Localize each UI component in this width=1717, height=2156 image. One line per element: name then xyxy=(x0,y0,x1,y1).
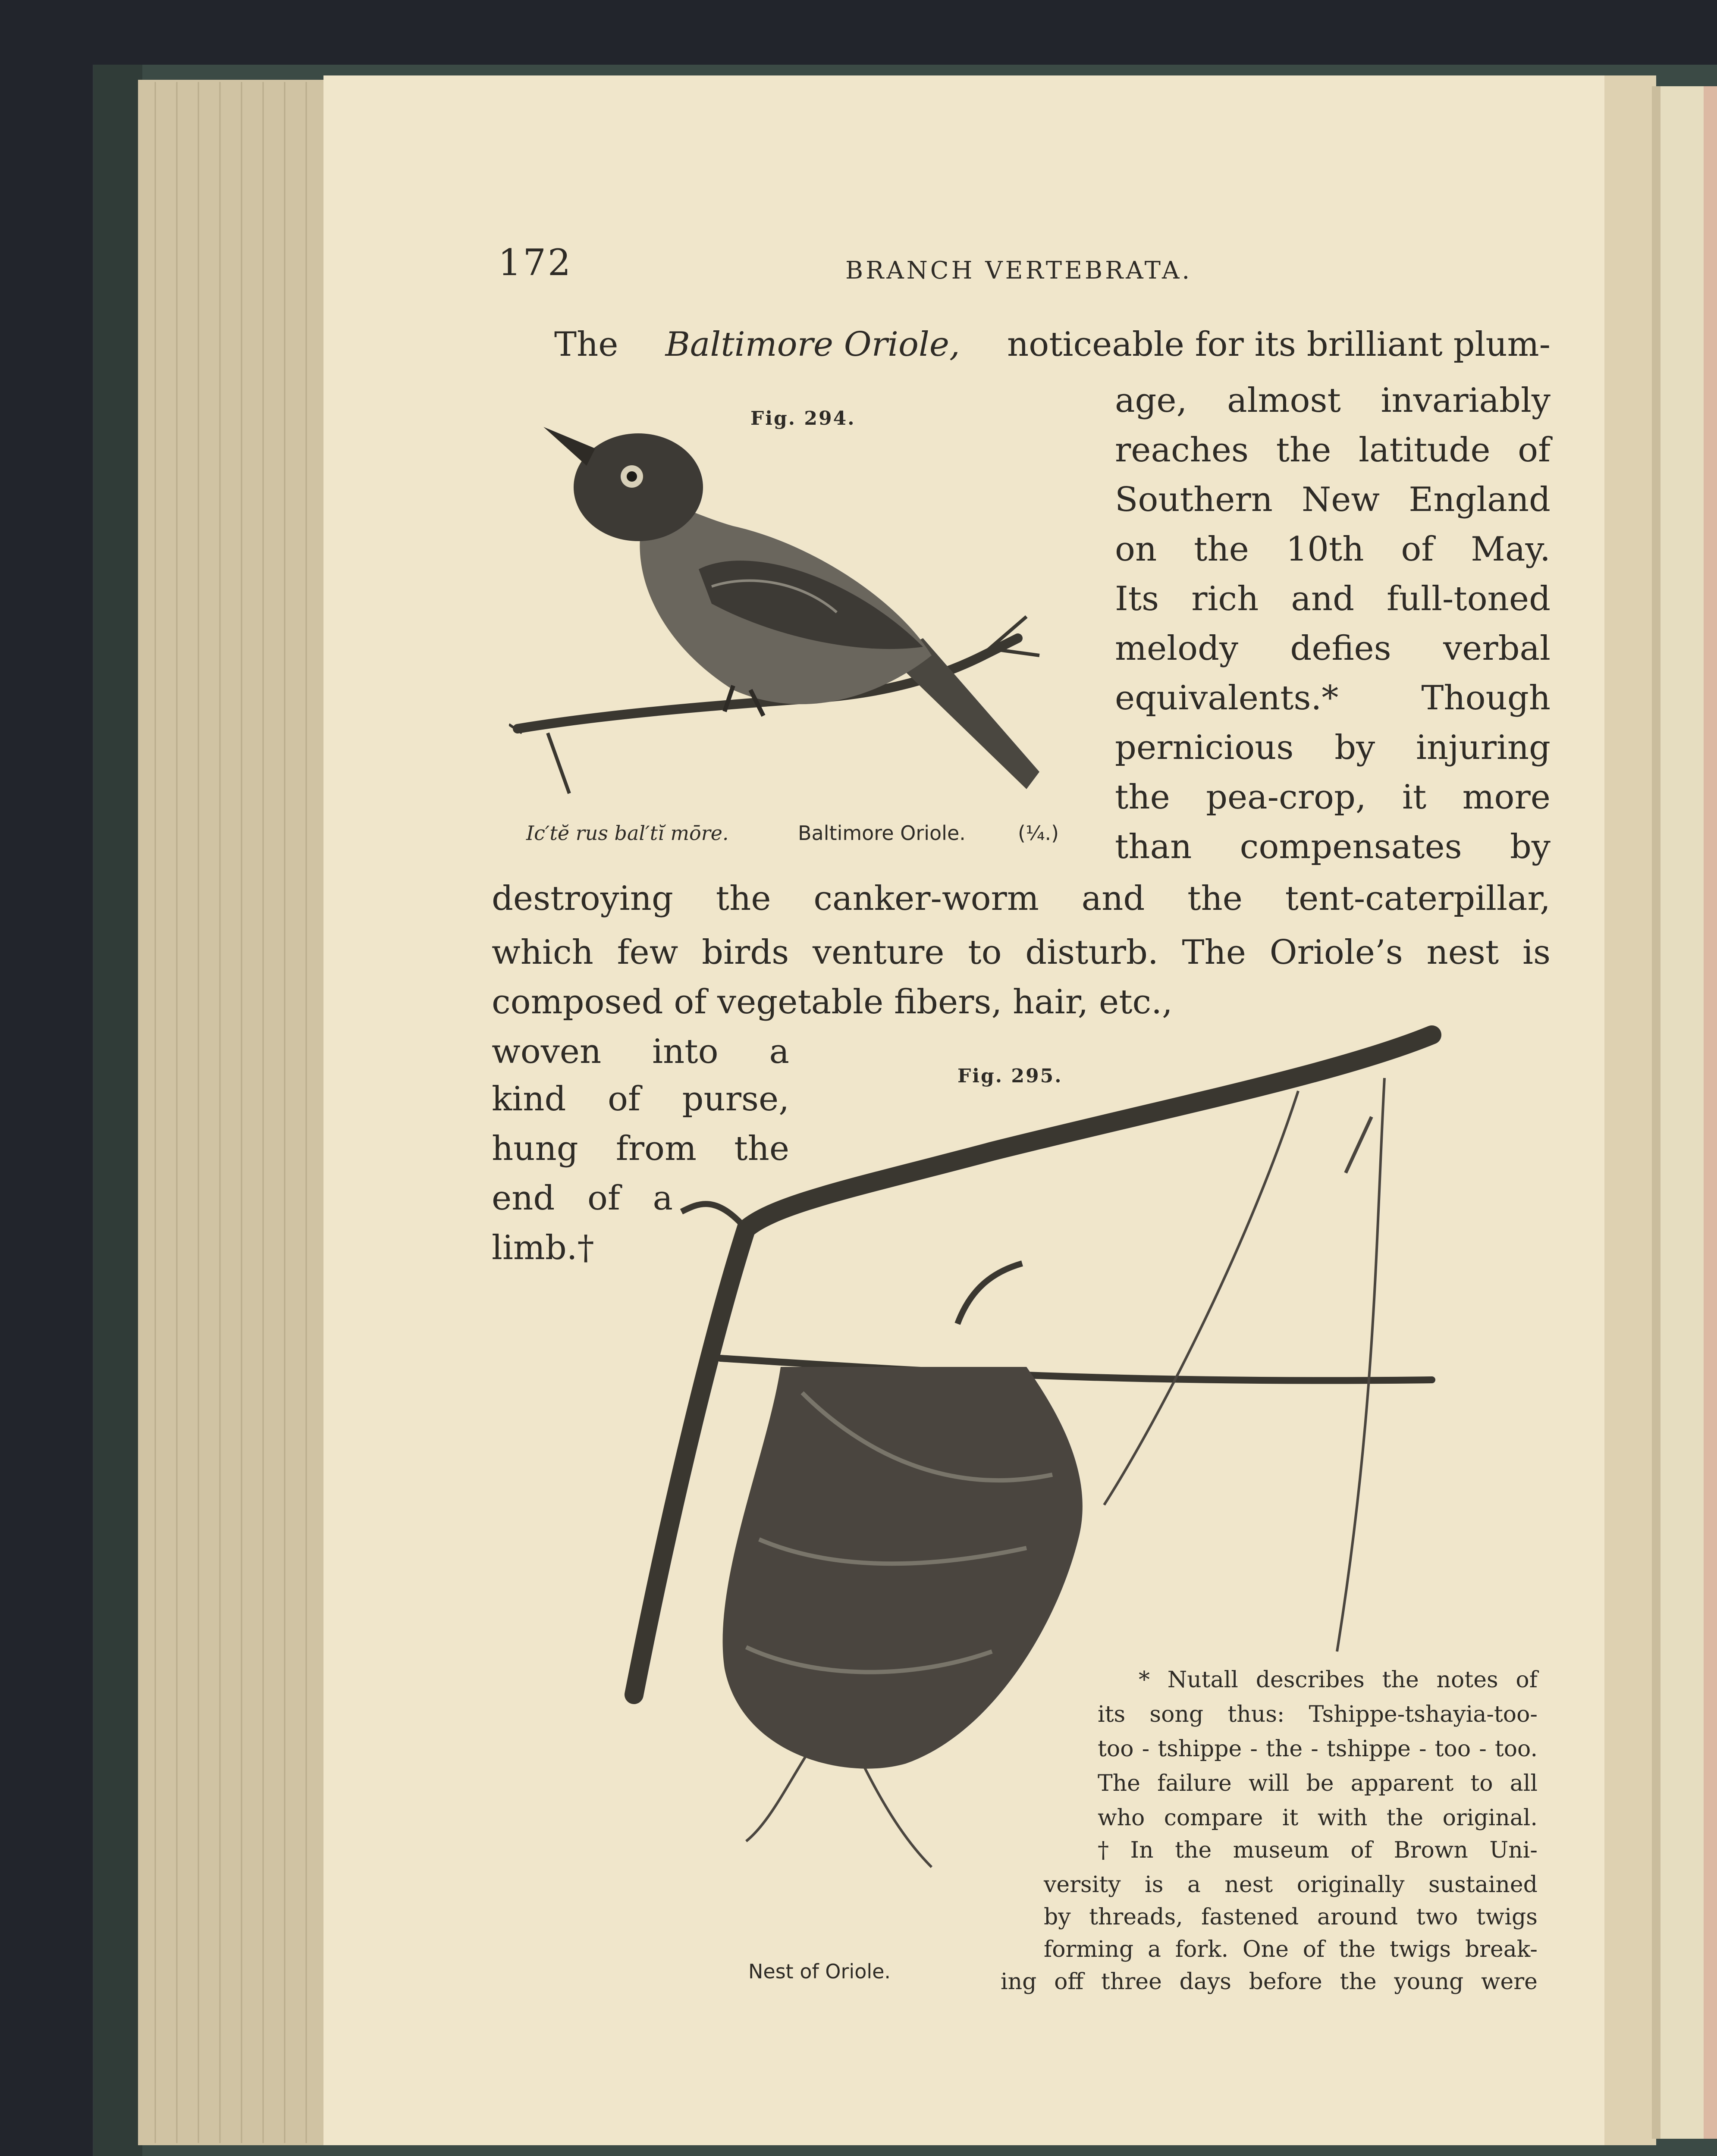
wrap-line: age, almost invariably xyxy=(1115,381,1551,420)
body-full-line: which few birds venture to disturb. The Oriole’s nest is xyxy=(492,933,1551,972)
wrap-line: Southern New England xyxy=(1115,480,1551,519)
footnote-line: its song thus: Tshippe-tshayia-too- xyxy=(1098,1702,1538,1727)
wrap-line: Its rich and full-toned xyxy=(1115,580,1551,618)
short-line: end of a xyxy=(492,1179,673,1218)
short-line: hung from the xyxy=(492,1129,789,1168)
wrap-line: equivalents.* Though xyxy=(1115,679,1551,718)
figure-295-caption: Nest of Oriole. xyxy=(748,1960,891,1983)
body-line-1-italic: Baltimore Oriole, xyxy=(665,325,960,364)
body-line-1 xyxy=(554,325,1551,364)
body-line-1-post: noticeable for its brilliant plum- xyxy=(1007,325,1551,364)
wrap-line: the pea-crop, it more xyxy=(1115,778,1551,817)
footnote-line: * Nutall describes the notes of xyxy=(1139,1667,1538,1693)
footnote-line: who compare it with the original. xyxy=(1098,1805,1538,1831)
wrap-line: pernicious by injuring xyxy=(1115,728,1551,767)
short-line: woven into a xyxy=(492,1032,789,1071)
footnote-line: † In the museum of Brown Uni- xyxy=(1098,1837,1538,1863)
page-number: 172 xyxy=(498,241,573,284)
body-full-line: destroying the canker-worm and the tent-caterpillar, xyxy=(492,879,1551,918)
wrap-line: on the 10th of May. xyxy=(1115,530,1551,569)
figure-294-scale: (¼.) xyxy=(1018,821,1059,845)
body-full-line: composed of vegetable fibers, hair, etc., xyxy=(492,983,1173,1022)
baltimore-oriole-illustration xyxy=(509,414,1078,824)
wrap-line: reaches the latitude of xyxy=(1115,431,1551,470)
figure-295-label: Fig. 295. xyxy=(957,1065,1063,1087)
wrap-line: melody defies verbal xyxy=(1115,629,1551,668)
body-line-1-pre: The xyxy=(554,325,618,364)
wrap-line: than compensates by xyxy=(1115,827,1551,866)
footnote-line: ing off three days before the young were xyxy=(1001,1969,1538,1995)
short-line: kind of purse, xyxy=(492,1080,789,1119)
running-head: BRANCH VERTEBRATA. xyxy=(845,257,1193,285)
footnote-line: The failure will be apparent to all xyxy=(1098,1771,1538,1796)
figure-294-label: Fig. 294. xyxy=(750,407,856,429)
short-line: limb.† xyxy=(492,1228,594,1267)
figure-294-caption: Baltimore Oriole. xyxy=(798,821,966,845)
footnote-line: versity is a nest originally sustained xyxy=(1044,1872,1538,1898)
figure-294-scientific-name: Ic′tĕ rus bal′tĭ mōre. xyxy=(526,821,729,845)
footnote-line: too - tshippe - the - tshippe - too - too. xyxy=(1098,1736,1538,1762)
footnote-line: by threads, fastened around two twigs xyxy=(1044,1904,1538,1930)
footnote-line: forming a fork. One of the twigs break- xyxy=(1044,1937,1538,1962)
